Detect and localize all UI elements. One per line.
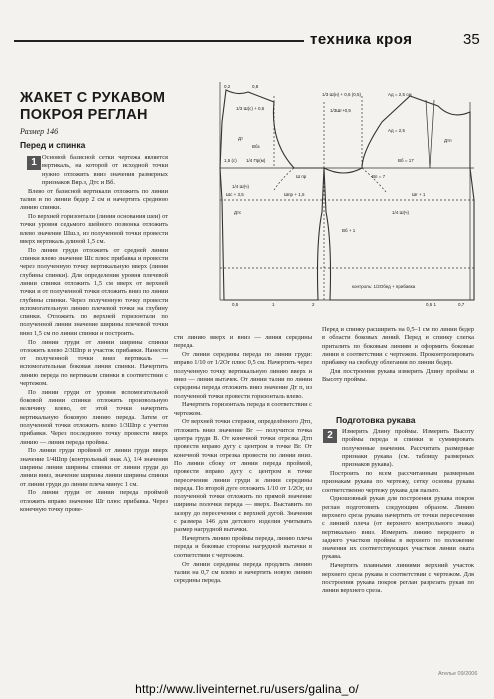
text-column-3-sleeve <box>322 428 474 596</box>
paragraph: Начертить горизонталь переда в соответствии с чертежом. <box>174 401 312 417</box>
diagram-label: 1/3Шг+0,5 <box>330 108 351 113</box>
paragraph: По линии груди отложить от средней линии спинки влево значение Шс плюс прибавка и провести через полученную точку вертикальную вверх (линия глубины спинки). Для определения уровня плечевой линии спинки отложить 1,5 см вверх от верхней точки и от полученной точки отложить вниз по линии глубины спинки. Через полученную точку провести вспомогательную линию плечевой точки на глубину спинки. Отложить по верхней горизонтали по полученной линии значение ширины плечевой точки вниз 1,5 см по линии спинки и построить. <box>20 246 168 337</box>
diagram-label: 1 <box>272 302 275 307</box>
diagram-label: 0,5 1 <box>426 302 437 307</box>
section-heading-sleeve: Подготовка рукава <box>336 415 416 425</box>
paragraph: По линии груди проймой от линии груди вверх значение 1/4Шпр (контрольный знак А), 1/4 значения ширины линии ширины спинки от линии груди до линии вниз, значение ширины линии ширины спинки от линии груди до линии плеча минус 1 см. <box>20 447 168 488</box>
diagram-label: контроль: 1/2Обед + прибавка <box>352 284 416 289</box>
paragraph: Влево от базисной вертикали отложить по линии талии и по линии бедер 2 см и начертить среднюю линию спинки. <box>20 187 168 212</box>
diagram-label: Шпр + 1,5 <box>284 192 305 197</box>
diagram-label: 0,5 <box>232 302 239 307</box>
paragraph: Начертить плавными линиями верхний участок верхнего среза рукава в соответствии с чертежом. Для построения рукава покроя реглан разрезать рукав по линии верхнего среза. <box>322 562 474 595</box>
step-number-2: 2 <box>323 429 337 443</box>
diagram-label: 1/4 Ш(ч) <box>232 184 249 189</box>
paragraph: От линии середины переда продлить линию талии на 0,7 см влево и начертить новую линию середины переда. <box>174 560 312 585</box>
diagram-label: Вб + 1 <box>342 228 356 233</box>
diagram-label: Дтп <box>444 138 452 143</box>
page-number: 35 <box>463 31 480 48</box>
bust-dart <box>426 100 434 168</box>
article-title: ЖАКЕТ С РУКАВОМ ПОКРОЯ РЕГЛАН <box>20 90 166 123</box>
diagram-label: 0,8 <box>252 84 259 89</box>
paragraph: От верхней точки стержня, определённого Дтп, отложить вниз значение Вг — получится точка центра груди В. От конечной точки отрезка Дтп провести вправо дугу с центром в точке Вг. От конечной точки отрезка провести по линии вниз. По линии сбоку от линии переда проймой, провести вправо дугу с центром в точке пересечения линии груди и линии середины переда. По второй дуге отложить 1/10 от 1/2Ог, из полученной точки отложить по прямой значение ширины полочки переда — вверх. Выставить по зазору до пересечения с верхней дугой. Значения с размера 146 для детского изделия учитывать размер нагрудной вытачки. <box>174 418 312 534</box>
paragraph: сти линию вверх и вниз — линия середины переда. <box>174 334 312 350</box>
diagram-label: Дт <box>238 136 244 141</box>
paragraph: От линии середины переда по линии груди: вправо 1/10 от 1/2Ог плюс 0,5 см. Начертить через полученную точку вертикальную линию вверх и вниз — линия вытачек. От линии талии по линии середины переда отложить вниз значение Дт п, из полученной точки провести горизонталь влево. <box>174 351 312 400</box>
diagram-label: 1/3 Ш(с) + 0,5 <box>236 106 265 111</box>
diagram-label: 1/3 Ш(н) + 0,6 (0,5) <box>322 92 361 97</box>
paragraph: По линии груди от уровня вспомогательной боковой линии спинки отложить произвольную величину влево, от этой точки начертить вертикальную боковую линию переда. Затем от полученной точки отложить влево 1/3Шпр с учетом прибавки. Через последнюю точку провести вверх линию — линия переда проймы. <box>20 388 168 446</box>
diagram-label: Ш пр <box>296 174 307 179</box>
text-column-3 <box>322 326 474 385</box>
text-column-2 <box>174 334 312 586</box>
source-note: Ателье 09/2006 <box>438 671 478 677</box>
diagram-label: Вп = 7 <box>372 174 386 179</box>
header-rule <box>14 40 304 42</box>
front-outline <box>324 96 474 300</box>
size-label: Размер 146 <box>20 127 59 136</box>
diagram-label: Дтс <box>234 210 242 215</box>
paragraph: Измерить Длину проймы. Измерить Высоту проймы переда и спинки и суммировать полученные значения. Рассчитать размерные признаки рукава (см. таблицу размерных признаков рукава). <box>342 428 474 469</box>
diagram-label: 1,5 (с) <box>224 158 237 163</box>
paragraph: Основой базисной сетки чертежа является вертикаль, на которой от исходной точки нужно отложить вниз значения размерных признаков Вяр.з, Дтс и Вб. <box>42 154 168 186</box>
diagram-label: 2 <box>312 302 315 307</box>
diagram-label: 1/4 Пр(м) <box>246 158 266 163</box>
source-url[interactable]: http://www.liveinternet.ru/users/galina_o/ <box>135 682 359 696</box>
diagram-label: Шс + 3,5 <box>226 192 244 197</box>
diagram-label: 1/4 Ш(ч) <box>392 210 409 215</box>
paragraph: Перед и спинку расширить на 0,5–1 см по линии бедер в области боковых линий. Перед и спинку слегка приталить по боковым линиям и оформить боковые линии в соответствии с чертежом. Проконтролировать прибавку на свободу облегания по линии бедер. <box>322 326 474 367</box>
diagram-label: Шг + 1 <box>412 192 426 197</box>
diagram-label: 0,7 <box>458 302 465 307</box>
diagram-label: 0,2 <box>224 84 231 89</box>
paragraph: Для построения рукава измерить Длину проймы и Высоту проймы. <box>322 367 474 384</box>
armhole-curve <box>274 168 294 190</box>
pattern-diagram <box>212 82 484 308</box>
diagram-label: Ад = 2,5 см <box>388 92 412 97</box>
paragraph: Одношовный рукав для построения рукава покроя реглан подготовить следующим образом. Линию верхнего среза рукава начертить от точки пересечения с линией плеча (от верхнего контрольного знака) вертикально вниз. Измерить линию переднего и заднего участков проймы в верхнего по положение значения их соответствующих участков линии оката рукава. <box>322 495 474 561</box>
paragraph: По линии груди от линии переда проймой отложить вправо значение Шг плюс прибавка. Через конечную точку прове- <box>20 489 168 513</box>
armhole-curve-front <box>362 168 386 192</box>
diagram-label: Ад = 2,5 <box>388 128 406 133</box>
section-title: техника кроя <box>310 31 413 48</box>
step-number-1: 1 <box>27 156 41 170</box>
paragraph: По линии груди от линии ширины спинки отложить влево 2/3Шпр и участок прибавки. Нанести от полученной точки вниз вертикаль — вспомогательная боковая линия спинки. Начертить линию переда по вертикали спинки в соответствии с чертежом. <box>20 338 168 388</box>
paragraph: Начертить линию проймы переда, линию плеча переда и боковые стороны нагрудной вытачки в соответствии с чертежом. <box>174 535 312 559</box>
section-heading-front-back: Перед и спинка <box>20 140 86 150</box>
diagram-label: Вбз <box>252 144 260 149</box>
paragraph: По верхней горизонтали (линия основания шеи) от точки уровня седьмого шейного позвонка отложить влево значение Шш.з, из полученной точки провести вверх вертикаль длиной 1,5 см. <box>20 213 168 245</box>
text-column-1 <box>20 154 168 515</box>
diagram-label: Вб = 17 <box>398 158 414 163</box>
paragraph: Построить по всем рассчитанным размерным признакам рукава по чертежу, сетку основы рукава соответственно чертежу рукава для пальто. <box>322 469 474 494</box>
